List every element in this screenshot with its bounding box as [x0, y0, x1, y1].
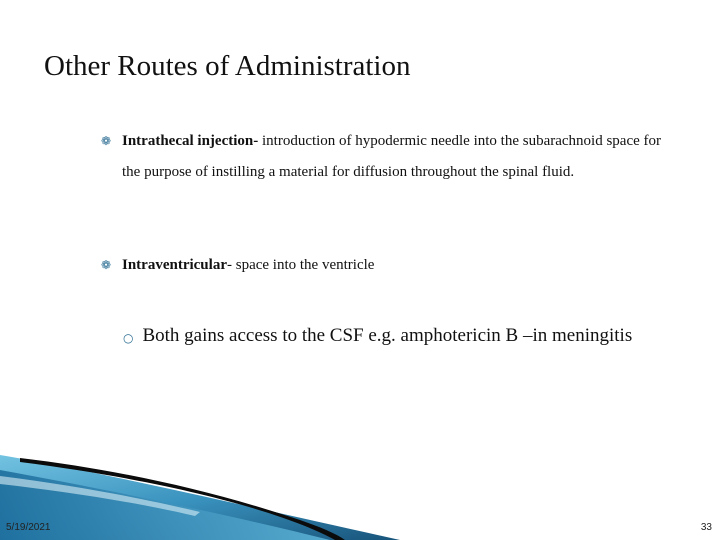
bullet-text	[122, 126, 662, 188]
hex-bullet-icon: ❁	[101, 134, 112, 148]
bullet-description: - space into the ventricle	[226, 257, 375, 273]
sub-bullet-text: Both gains access to the CSF e.g. amphotericin B –in meningitis	[142, 325, 633, 346]
slide-title: Other Routes of Administration	[44, 50, 411, 82]
sub-bullet-csf	[123, 322, 632, 350]
footer-page-number: 33	[700, 522, 712, 533]
bullet-text	[122, 250, 662, 281]
bullet-term: Intrathecal injection-	[122, 133, 259, 149]
hex-bullet-icon: ❁	[101, 258, 112, 272]
ring-bullet-icon: ○	[123, 331, 134, 345]
footer-date: 5/19/2021	[6, 522, 51, 533]
bullet-term: Intraventricular	[122, 257, 227, 273]
bullet-description: introduction of hypodermic needle into the subarachnoid space for the purpose of instilling a material for diffusion throughout the spinal fluid.	[122, 133, 662, 180]
